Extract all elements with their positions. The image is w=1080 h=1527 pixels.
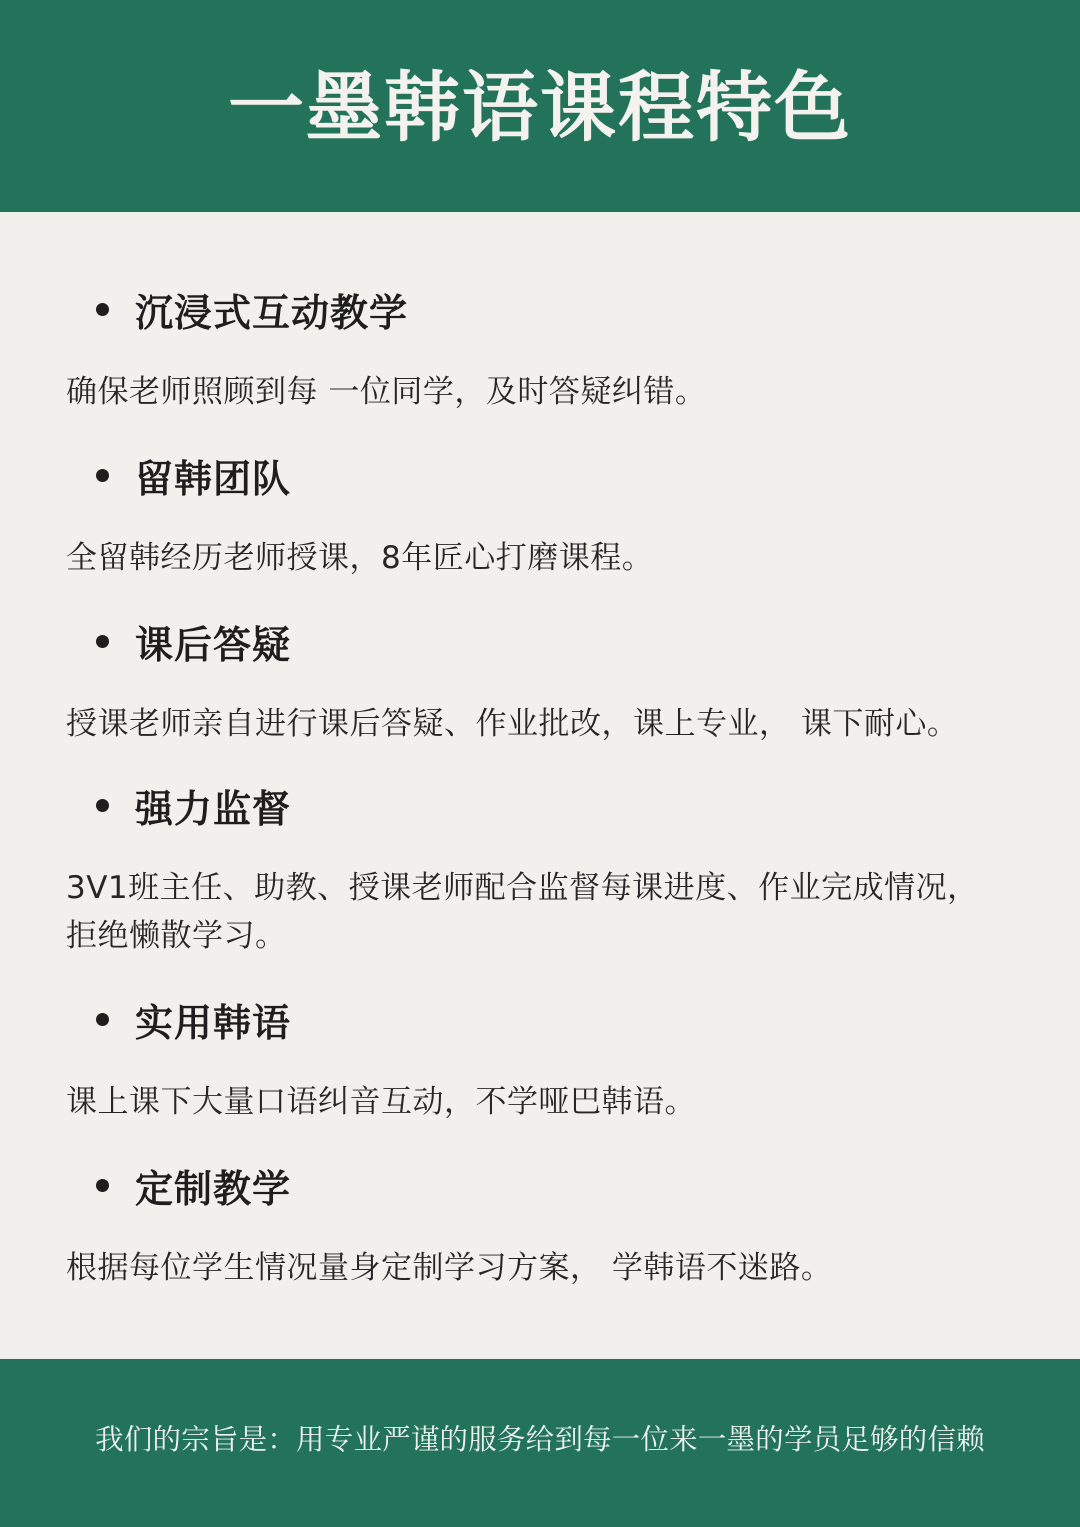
feature-title: 留韩团队	[135, 456, 292, 501]
feature-title: 课后答疑	[135, 622, 292, 667]
bullet-icon	[96, 635, 109, 648]
feature-description: 确保老师照顾到每 一位同学，及时答疑纠错。	[66, 374, 707, 410]
feature-description: 3V1班主任、助教、授课老师配合监督每课进度、作业完成情况， 拒绝懒散学习。	[66, 870, 979, 954]
bullet-icon	[96, 1013, 109, 1026]
feature-heading-supervision	[96, 780, 291, 830]
feature-title: 定制教学	[135, 1166, 292, 1211]
feature-title: 沉浸式互动教学	[135, 290, 409, 335]
header-banner	[0, 0, 1080, 212]
page-title: 一墨韩语课程特色	[228, 62, 852, 152]
feature-title: 实用韩语	[135, 1000, 292, 1045]
feature-description: 根据每位学生情况量身定制学习方案， 学韩语不迷路。	[66, 1250, 833, 1286]
feature-description: 全留韩经历老师授课，8年匠心打磨课程。	[66, 540, 654, 576]
features-section	[0, 212, 1080, 1359]
feature-description: 授课老师亲自进行课后答疑、作业批改，课上专业， 课下耐心。	[66, 706, 959, 742]
footer-banner	[0, 1359, 1080, 1527]
feature-description: 课上课下大量口语纠音互动，不学哑巴韩语。	[66, 1084, 696, 1120]
feature-heading-after-class	[96, 616, 291, 666]
bullet-icon	[96, 799, 109, 812]
feature-heading-korea-team	[96, 450, 291, 500]
bullet-icon	[96, 1179, 109, 1192]
bullet-icon	[96, 303, 109, 316]
feature-title: 强力监督	[135, 786, 292, 831]
feature-heading-practical	[96, 994, 291, 1044]
footer-motto: 我们的宗旨是：用专业严谨的服务给到每一位来一墨的学员足够的信赖	[95, 1422, 985, 1456]
bullet-icon	[96, 469, 109, 482]
feature-heading-custom	[96, 1160, 291, 1210]
feature-heading-immersive	[96, 284, 408, 334]
